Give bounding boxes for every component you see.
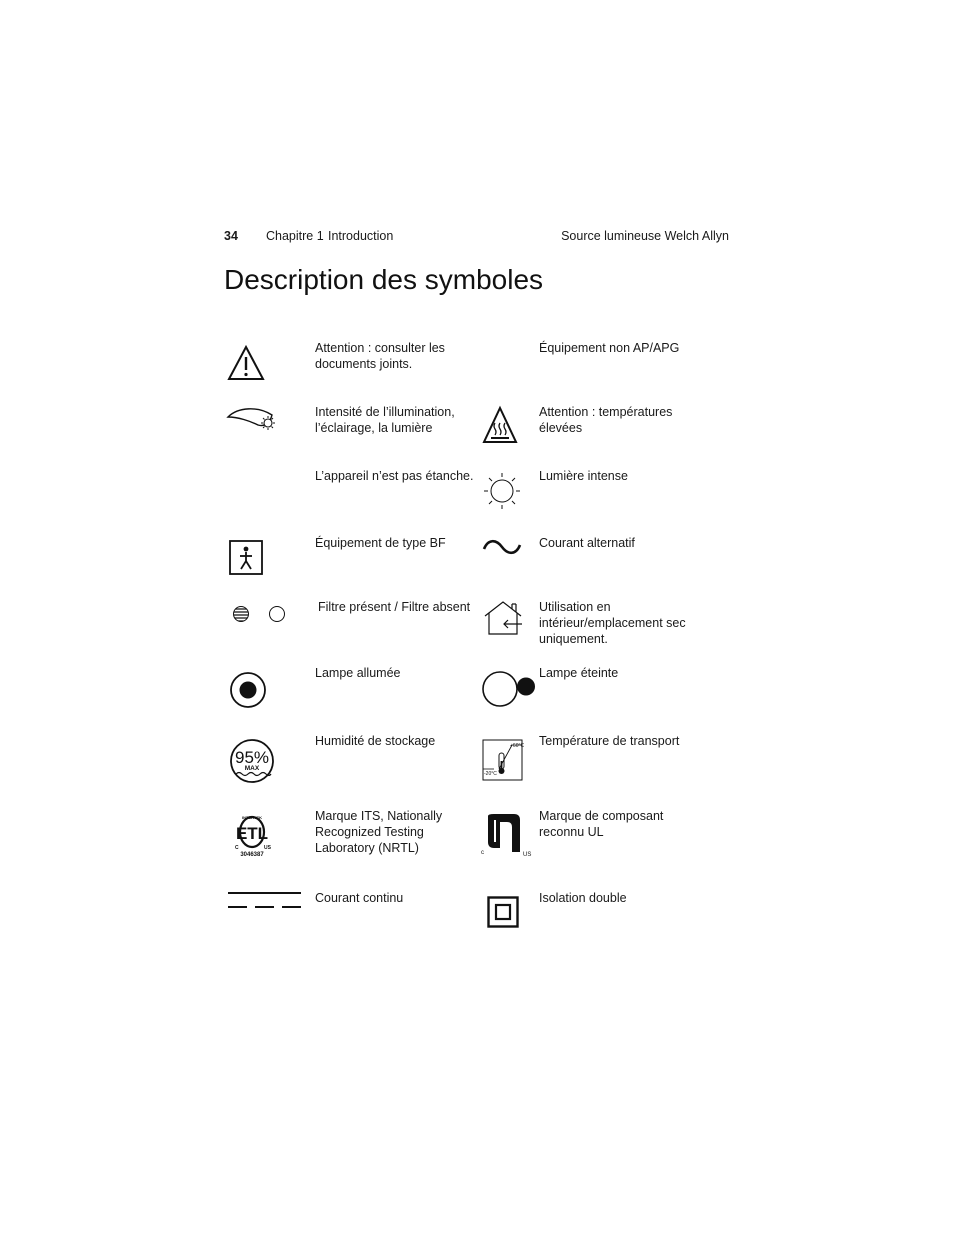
sun-icon: [483, 472, 521, 510]
humidity-icon: [229, 738, 277, 784]
chapter-title: Introduction: [328, 229, 394, 243]
transport-temperature-icon: [482, 739, 524, 781]
label-ac: Courant alternatif: [539, 536, 635, 550]
direct-current-icon: [227, 891, 303, 911]
warning-triangle-icon: [227, 345, 265, 381]
its-number-text: 3046387: [240, 852, 264, 858]
label-its-mark: Marque ITS, Nationally Recognized Testing Laboratory (NRTL): [315, 809, 443, 855]
label-non-ap: Équipement non AP/APG: [539, 341, 680, 355]
illumination-intensity-icon: [226, 405, 282, 435]
double-insulation-icon: [487, 896, 519, 928]
lamp-on-icon: [229, 671, 267, 709]
label-humidity: Humidité de stockage: [315, 734, 436, 748]
temp-high-text: +60°C: [510, 743, 525, 749]
label-not-waterproof: L’appareil n’est pas étanche.: [315, 469, 474, 483]
type-bf-icon: [229, 540, 263, 575]
label-indoor: Utilisation en intérieur/emplacement sec uniquement.: [539, 600, 686, 646]
humidity-value-text: 95%: [234, 748, 270, 767]
label-intensity: Intensité de l’illumination, l’éclairage, la lumière: [315, 405, 455, 435]
its-intertek-text: INTERTEK: [242, 815, 262, 820]
svg-text:ETL: ETL: [235, 824, 269, 843]
running-header: [224, 229, 729, 247]
hot-surface-icon: [482, 406, 518, 444]
label-ul-mark: Marque de composant reconnu UL: [539, 809, 664, 839]
ul-c-text: c: [481, 850, 484, 856]
indoor-use-icon: [482, 600, 524, 636]
label-lamp-on: Lampe allumée: [315, 666, 401, 680]
document-title: Source lumineuse Welch Allyn: [561, 229, 729, 243]
label-dc: Courant continu: [315, 891, 404, 905]
its-c-text: C: [235, 845, 239, 851]
label-attention: Attention : consulter les documents joints.: [315, 341, 445, 371]
filter-absent-icon: [268, 605, 286, 623]
page-title: Description des symboles: [224, 264, 544, 295]
chapter-label: Chapitre 1: [266, 229, 324, 243]
temp-low-text: -20°C: [484, 771, 497, 777]
label-lamp-off: Lampe éteinte: [539, 666, 619, 680]
lamp-off-icon: [481, 670, 539, 708]
label-filter: Filtre présent / Filtre absent: [318, 600, 471, 614]
page-number: 34: [224, 229, 238, 243]
its-us-text: US: [264, 845, 271, 851]
ul-us-text: US: [523, 852, 532, 858]
label-hot: Attention : températures élevées: [539, 405, 673, 435]
humidity-max-text: MAX: [244, 765, 260, 772]
alternating-current-icon: [482, 537, 522, 557]
ul-mark-icon: [480, 812, 536, 860]
its-mark-icon: [228, 813, 278, 859]
label-type-bf: Équipement de type BF: [315, 536, 446, 550]
label-transport-temp: Température de transport: [539, 734, 680, 748]
label-double-insulation: Isolation double: [539, 891, 627, 905]
filter-present-icon: [232, 605, 250, 623]
label-intense-light: Lumière intense: [539, 469, 628, 483]
